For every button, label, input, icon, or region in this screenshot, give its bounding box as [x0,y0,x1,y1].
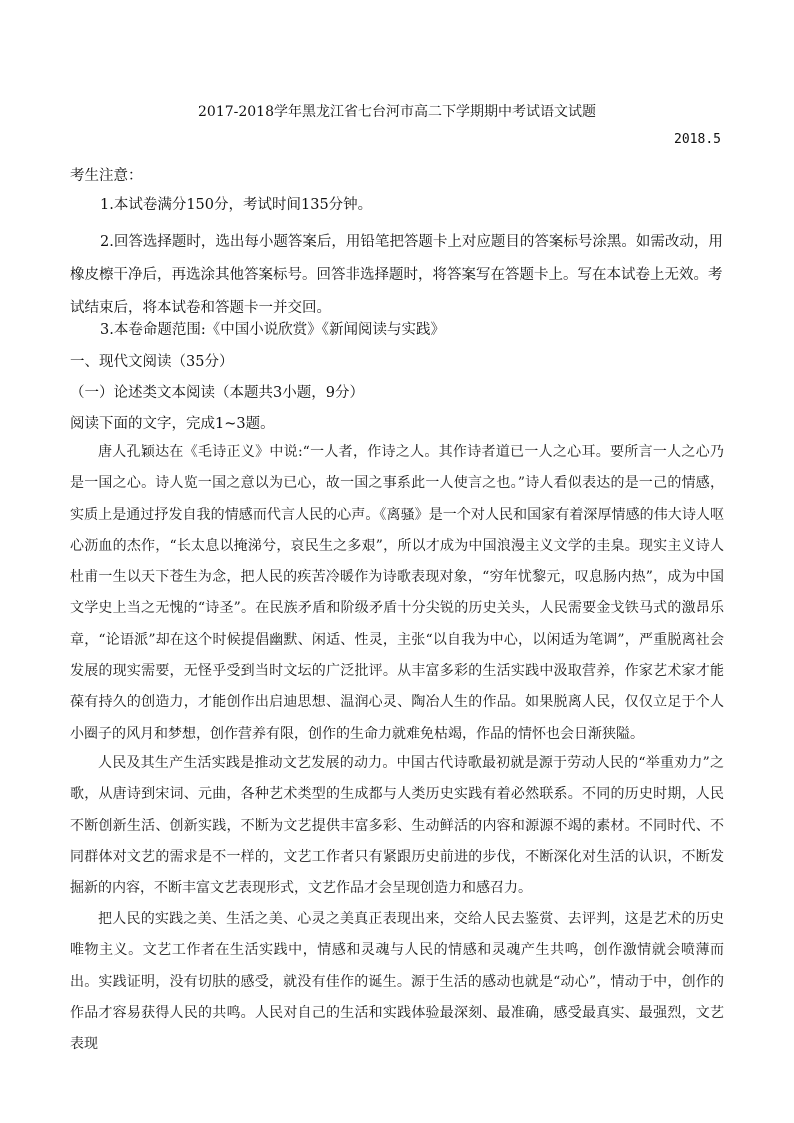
notice-item-1: 1.本试卷满分150分，考试时间135分钟。 [100,197,373,213]
passage-paragraph-2: 人民及其生产生活实践是推动文艺发展的动力。中国古代诗歌最初就是源于劳动人民的“举重劝力”之歌，从唐诗到宋词、元曲，各种艺术类型的生成都与人类历史实践有着必然联系。不同的历史时期，人民不断创新生活、创新实践，不断为文艺提供丰富多彩、生动鲜活的内容和源源不竭的素材。不同时代、不同群体对文艺的需求是不一样的，文艺工作者只有紧跟历史前进的步伐，不断深化对生活的认识，不断发掘新的内容，不断丰富文艺表现形式，文艺作品才会呈现创造力和感召力。 [70,755,724,897]
exam-date: 2018.5 [674,132,721,147]
subsection-heading: （一）论述类文本阅读（本题共3小题，9分） [70,385,364,401]
notice-heading: 考生注意： [70,168,143,184]
passage-paragraph-3: 把人民的实践之美、生活之美、心灵之美真正表现出来，交给人民去鉴赏、去评判，这是艺术的历史唯物主义。文艺工作者在生活实践中，情感和灵魂与人民的情感和灵魂产生共鸣，创作激情就会喷薄而出。实践证明，没有切肤的感受，就没有佳作的诞生。源于生活的感动也就是“动心”，情动于中，创作的作品才容易获得人民的共鸣。人民对自己的生活和实践体验最深刻、最准确，感受最真实、最强烈，文艺表现 [70,911,724,1053]
exam-title: 2017-2018学年黑龙江省七台河市高二下学期期中考试语文试题 [198,104,596,120]
section-heading: 一、现代文阅读（35分） [70,354,234,370]
notice-item-2: 2.回答选择题时，选出每小题答案后，用铅笔把答题卡上对应题目的答案标号涂黑。如需改动，用橡皮檫干净后，再选涂其他答案标号。回答非选择题时，将答案写在答题卡上。写在本试卷上无效。考试结束后，将本试卷和答题卡一并交回。 [70,234,723,316]
notice-item-3: 3.本卷命题范围:《中国小说欣赏》《新闻阅读与实践》 [100,322,445,338]
passage-paragraph-1: 唐人孔颖达在《毛诗正义》中说:“一人者，作诗之人。其作诗者道已一人之心耳。要所言一人之心乃是一国之心。诗人览一国之意以为已心，故一国之事系此一人使言之也。”诗人看似表达的是一己的情感，实质上是通过抒发自我的情感而代言人民的心声。《离骚》是一个对人民和国家有着深厚情感的伟大诗人呕心沥血的杰作，“长太息以掩涕兮，哀民生之多艰”，所以才成为中国浪漫主义文学的圭臬。现实主义诗人杜甫一生以天下苍生为念，把人民的疾苦冷暖作为诗歌表现对象，“穷年忧黎元，叹息肠内热”，成为中国文学史上当之无愧的“诗圣”。在民族矛盾和阶级矛盾十分尖锐的历史关头，人民需要金戈铁马式的激昂乐章，“论语派”却在这个时候提倡幽默、闲适、性灵，主张“以自我为中心，以闲适为笔调”，严重脱离社会发展的现实需要，无怪乎受到当时文坛的广泛批评。从丰富多彩的生活实践中汲取营养，作家艺术家才能葆有持久的创造力，才能创作出启迪思想、温润心灵、陶冶人生的作品。如果脱离人民，仅仅立足于个人小圈子的风月和梦想，创作营养有限，创作的生命力就难免枯竭，作品的情怀也会日渐狭隘。 [70,444,724,742]
reading-instruction: 阅读下面的文字，完成1~3题。 [70,416,275,432]
